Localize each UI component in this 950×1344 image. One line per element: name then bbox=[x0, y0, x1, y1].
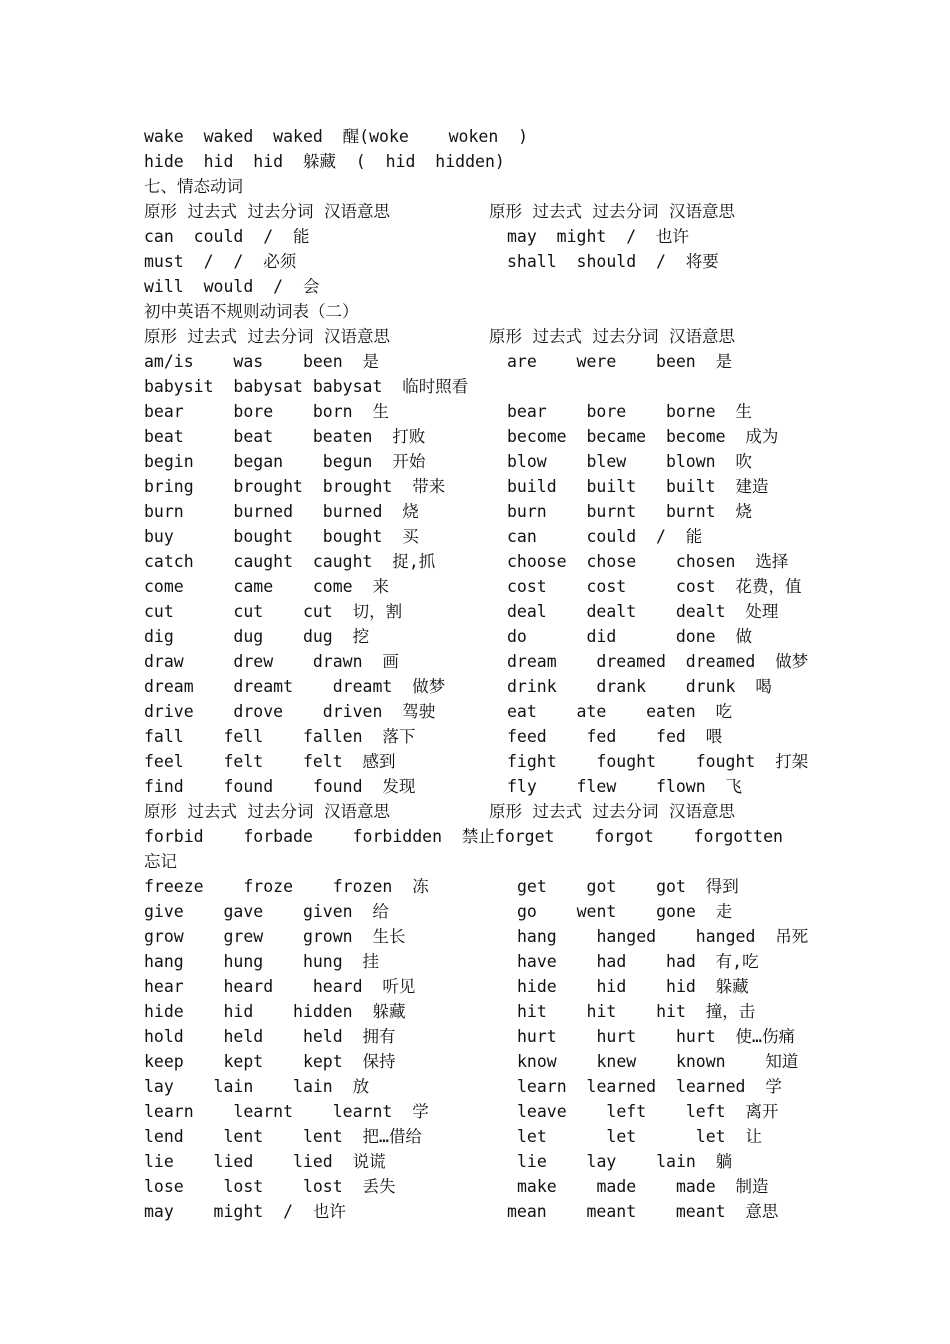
table-row: hang hung hung 挂 have had had 有,吃 bbox=[144, 952, 759, 971]
table-row: forbid forbade forbidden 禁止forget forgot forgotten bbox=[144, 827, 783, 846]
table-row: burn burned burned 烧 burn burnt burnt 烧 bbox=[144, 502, 752, 521]
table-row: can could / 能 may might / 也许 bbox=[144, 227, 690, 246]
table-row: am/is was been 是 are were been 是 bbox=[144, 352, 733, 371]
table-row: lend lent lent 把…借给 let let let 让 bbox=[144, 1127, 762, 1146]
table-row: babysit babysat babysat 临时照看 bbox=[144, 377, 469, 396]
table-row: hide hid hidden 躲藏 hit hit hit 撞，击 bbox=[144, 1002, 756, 1021]
table-row: 忘记 bbox=[144, 852, 177, 871]
table-row: freeze froze frozen 冻 get got got 得到 bbox=[144, 877, 739, 896]
table-row: find found found 发现 fly flew flown 飞 bbox=[144, 777, 743, 796]
table-row: cut cut cut 切，割 deal dealt dealt 处理 bbox=[144, 602, 779, 621]
table-row: hold held held 拥有 hurt hurt hurt 使…伤痛 bbox=[144, 1027, 795, 1046]
table-header-row: 原形 过去式 过去分词 汉语意思 原形 过去式 过去分词 汉语意思 bbox=[144, 202, 735, 221]
table-row: dream dreamt dreamt 做梦 drink drank drunk 喝 bbox=[144, 677, 772, 696]
table-row: keep kept kept 保持 know knew known 知道 bbox=[144, 1052, 799, 1071]
table-row: hear heard heard 听见 hide hid hid 躲藏 bbox=[144, 977, 749, 996]
table-row: bring brought brought 带来 build built built 建造 bbox=[144, 477, 769, 496]
table-row: will would / 会 bbox=[144, 277, 320, 296]
table-row: may might / 也许 mean meant meant 意思 bbox=[144, 1202, 779, 1221]
table-row: lie lied lied 说谎 lie lay lain 躺 bbox=[144, 1152, 733, 1171]
table-row: begin began begun 开始 blow blew blown 吹 bbox=[144, 452, 752, 471]
table-row: come came come 来 cost cost cost 花费，值 bbox=[144, 577, 802, 596]
table-row: dig dug dug 挖 do did done 做 bbox=[144, 627, 752, 646]
table-row: lose lost lost 丢失 make made made 制造 bbox=[144, 1177, 769, 1196]
table-header-row: 原形 过去式 过去分词 汉语意思 原形 过去式 过去分词 汉语意思 bbox=[144, 327, 735, 346]
table-row: buy bought bought 买 can could / 能 bbox=[144, 527, 703, 546]
section-heading: 初中英语不规则动词表（二） bbox=[144, 302, 359, 321]
table-row: give gave given 给 go went gone 走 bbox=[144, 902, 733, 921]
table-row: feel felt felt 感到 fight fought fought 打架 bbox=[144, 752, 809, 771]
table-row: must / / 必须 shall should / 将要 bbox=[144, 252, 719, 271]
table-header-row: 原形 过去式 过去分词 汉语意思 原形 过去式 过去分词 汉语意思 bbox=[144, 802, 735, 821]
text-line: wake waked waked 醒(woke woken ) bbox=[144, 127, 529, 146]
table-row: beat beat beaten 打败 become became become 成为 bbox=[144, 427, 779, 446]
table-row: lay lain lain 放 learn learned learned 学 bbox=[144, 1077, 782, 1096]
table-row: grow grew grown 生长 hang hanged hanged 吊死 bbox=[144, 927, 809, 946]
table-row: learn learnt learnt 学 leave left left 离开 bbox=[144, 1102, 779, 1121]
table-row: catch caught caught 捉,抓 choose chose chosen 选择 bbox=[144, 552, 789, 571]
text-line: hide hid hid 躲藏 ( hid hidden) bbox=[144, 152, 505, 171]
table-row: drive drove driven 驾驶 eat ate eaten 吃 bbox=[144, 702, 733, 721]
table-row: fall fell fallen 落下 feed fed fed 喂 bbox=[144, 727, 723, 746]
table-row: draw drew drawn 画 dream dreamed dreamed 做梦 bbox=[144, 652, 809, 671]
table-row: bear bore born 生 bear bore borne 生 bbox=[144, 402, 752, 421]
section-heading: 七、情态动词 bbox=[144, 177, 243, 196]
